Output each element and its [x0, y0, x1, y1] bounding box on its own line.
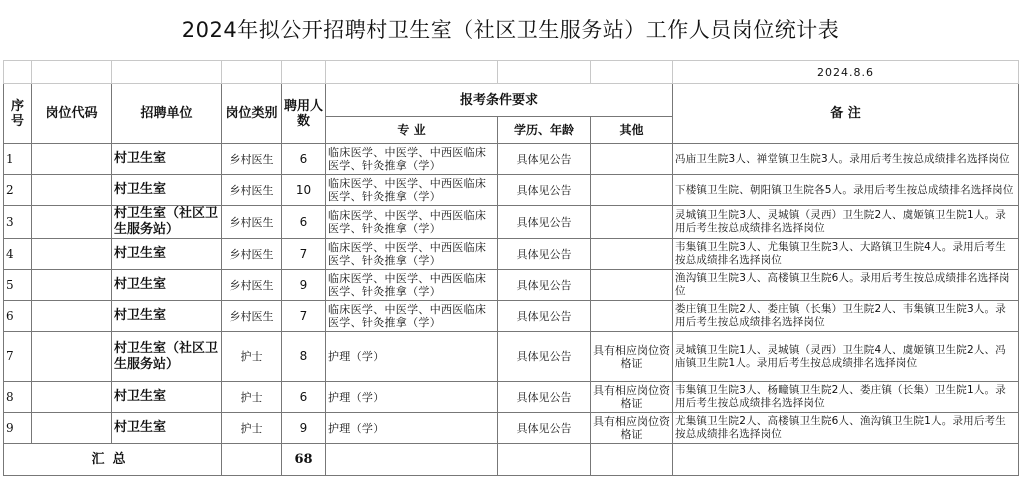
row-other [591, 206, 673, 239]
row-count: 7 [282, 239, 326, 270]
row-education: 具体见公告 [498, 270, 591, 301]
row-unit: 村卫生室（社区卫生服务站） [112, 206, 222, 239]
page-title: 2024年拟公开招聘村卫生室（社区卫生服务站）工作人员岗位统计表 [181, 18, 840, 42]
row-remarks: 下楼镇卫生院、朝阳镇卫生院各5人。录用后考生按总成绩排名选择岗位 [673, 175, 1019, 206]
header-education: 学历、年龄 [498, 117, 591, 144]
row-major: 临床医学、中医学、中西医临床医学、针灸推拿（学） [326, 206, 498, 239]
row-education: 具体见公告 [498, 239, 591, 270]
row-education: 具体见公告 [498, 382, 591, 413]
row-unit: 村卫生室 [112, 144, 222, 175]
row-other [591, 270, 673, 301]
total-count: 68 [282, 444, 326, 476]
row-other [591, 239, 673, 270]
row-other [591, 301, 673, 332]
row-major: 临床医学、中医学、中西医临床医学、针灸推拿（学） [326, 144, 498, 175]
header-other: 其他 [591, 117, 673, 144]
row-education: 具体见公告 [498, 301, 591, 332]
total-label: 汇总 [4, 444, 222, 476]
row-seq: 1 [4, 144, 32, 175]
row-remarks: 渔沟镇卫生院3人、高楼镇卫生院6人。录用后考生按总成绩排名选择岗位 [673, 270, 1019, 301]
row-category: 乡村医生 [222, 239, 282, 270]
row-unit: 村卫生室 [112, 301, 222, 332]
row-code [32, 413, 112, 444]
header-requirements: 报考条件要求 [326, 84, 673, 117]
row-count: 6 [282, 144, 326, 175]
row-major: 临床医学、中医学、中西医临床医学、针灸推拿（学） [326, 175, 498, 206]
row-code [32, 206, 112, 239]
row-education: 具体见公告 [498, 413, 591, 444]
row-remarks: 韦集镇卫生院3人、尤集镇卫生院3人、大路镇卫生院4人。录用后考生按总成绩排名选择岗位 [673, 239, 1019, 270]
row-unit: 村卫生室（社区卫生服务站） [112, 332, 222, 382]
row-count: 6 [282, 382, 326, 413]
row-other [591, 144, 673, 175]
row-unit: 村卫生室 [112, 175, 222, 206]
header-unit: 招聘单位 [112, 84, 222, 144]
row-remarks: 冯庙卫生院3人、禅堂镇卫生院3人。录用后考生按总成绩排名选择岗位 [673, 144, 1019, 175]
row-code [32, 144, 112, 175]
row-code [32, 270, 112, 301]
row-category: 乡村医生 [222, 270, 282, 301]
header-remarks: 备 注 [673, 84, 1019, 144]
row-seq: 2 [4, 175, 32, 206]
row-other: 具有相应岗位资格证 [591, 332, 673, 382]
row-category: 乡村医生 [222, 206, 282, 239]
row-count: 9 [282, 270, 326, 301]
table-row [4, 332, 1019, 382]
row-other: 具有相应岗位资格证 [591, 382, 673, 413]
row-category: 护士 [222, 332, 282, 382]
header-seq: 序号 [4, 84, 32, 144]
header-row-1 [4, 84, 1019, 117]
row-remarks: 灵城镇卫生院3人、灵城镇（灵西）卫生院2人、虞姬镇卫生院1人。录用后考生按总成绩排名选择岗位 [673, 206, 1019, 239]
row-other: 具有相应岗位资格证 [591, 413, 673, 444]
row-education: 具体见公告 [498, 144, 591, 175]
row-remarks: 灵城镇卫生院1人、灵城镇（灵西）卫生院4人、虞姬镇卫生院2人、冯庙镇卫生院1人。录用后考生按总成绩排名选择岗位 [673, 332, 1019, 382]
row-count: 7 [282, 301, 326, 332]
header-count: 聘用人数 [282, 84, 326, 144]
row-code [32, 239, 112, 270]
row-count: 8 [282, 332, 326, 382]
row-remarks: 娄庄镇卫生院2人、娄庄镇（长集）卫生院2人、韦集镇卫生院3人。录用后考生按总成绩排名选择岗位 [673, 301, 1019, 332]
table-row [4, 206, 1019, 239]
row-unit: 村卫生室 [112, 382, 222, 413]
row-seq: 4 [4, 239, 32, 270]
header-major: 专 业 [326, 117, 498, 144]
row-unit: 村卫生室 [112, 270, 222, 301]
row-count: 9 [282, 413, 326, 444]
row-major: 临床医学、中医学、中西医临床医学、针灸推拿（学） [326, 301, 498, 332]
row-code [32, 332, 112, 382]
row-remarks: 韦集镇卫生院3人、杨疃镇卫生院2人、娄庄镇（长集）卫生院1人。录用后考生按总成绩排名选择岗位 [673, 382, 1019, 413]
row-seq: 8 [4, 382, 32, 413]
row-category: 护士 [222, 413, 282, 444]
row-major: 护理（学） [326, 332, 498, 382]
table-row [4, 144, 1019, 175]
table-row [4, 239, 1019, 270]
table-row [4, 270, 1019, 301]
row-major: 临床医学、中医学、中西医临床医学、针灸推拿（学） [326, 270, 498, 301]
date-row [4, 61, 1019, 84]
header-code: 岗位代码 [32, 84, 112, 144]
row-remarks: 尤集镇卫生院2人、高楼镇卫生院6人、渔沟镇卫生院1人。录用后考生按总成绩排名选择岗位 [673, 413, 1019, 444]
row-category: 乡村医生 [222, 175, 282, 206]
position-table [3, 60, 1019, 476]
table-body [4, 144, 1019, 444]
row-seq: 3 [4, 206, 32, 239]
row-education: 具体见公告 [498, 206, 591, 239]
row-unit: 村卫生室 [112, 413, 222, 444]
table-row [4, 301, 1019, 332]
row-education: 具体见公告 [498, 332, 591, 382]
row-code [32, 382, 112, 413]
row-seq: 6 [4, 301, 32, 332]
row-major: 护理（学） [326, 413, 498, 444]
row-seq: 9 [4, 413, 32, 444]
table-row [4, 175, 1019, 206]
row-code [32, 301, 112, 332]
row-count: 10 [282, 175, 326, 206]
row-seq: 5 [4, 270, 32, 301]
row-other [591, 175, 673, 206]
row-unit: 村卫生室 [112, 239, 222, 270]
row-major: 临床医学、中医学、中西医临床医学、针灸推拿（学） [326, 239, 498, 270]
header-category: 岗位类别 [222, 84, 282, 144]
row-category: 乡村医生 [222, 144, 282, 175]
row-count: 6 [282, 206, 326, 239]
row-major: 护理（学） [326, 382, 498, 413]
row-category: 护士 [222, 382, 282, 413]
row-education: 具体见公告 [498, 175, 591, 206]
row-category: 乡村医生 [222, 301, 282, 332]
table-row [4, 382, 1019, 413]
total-row [4, 444, 1019, 476]
row-seq: 7 [4, 332, 32, 382]
table-row [4, 413, 1019, 444]
row-code [32, 175, 112, 206]
date-stamp: 2024.8.6 [673, 61, 1019, 84]
